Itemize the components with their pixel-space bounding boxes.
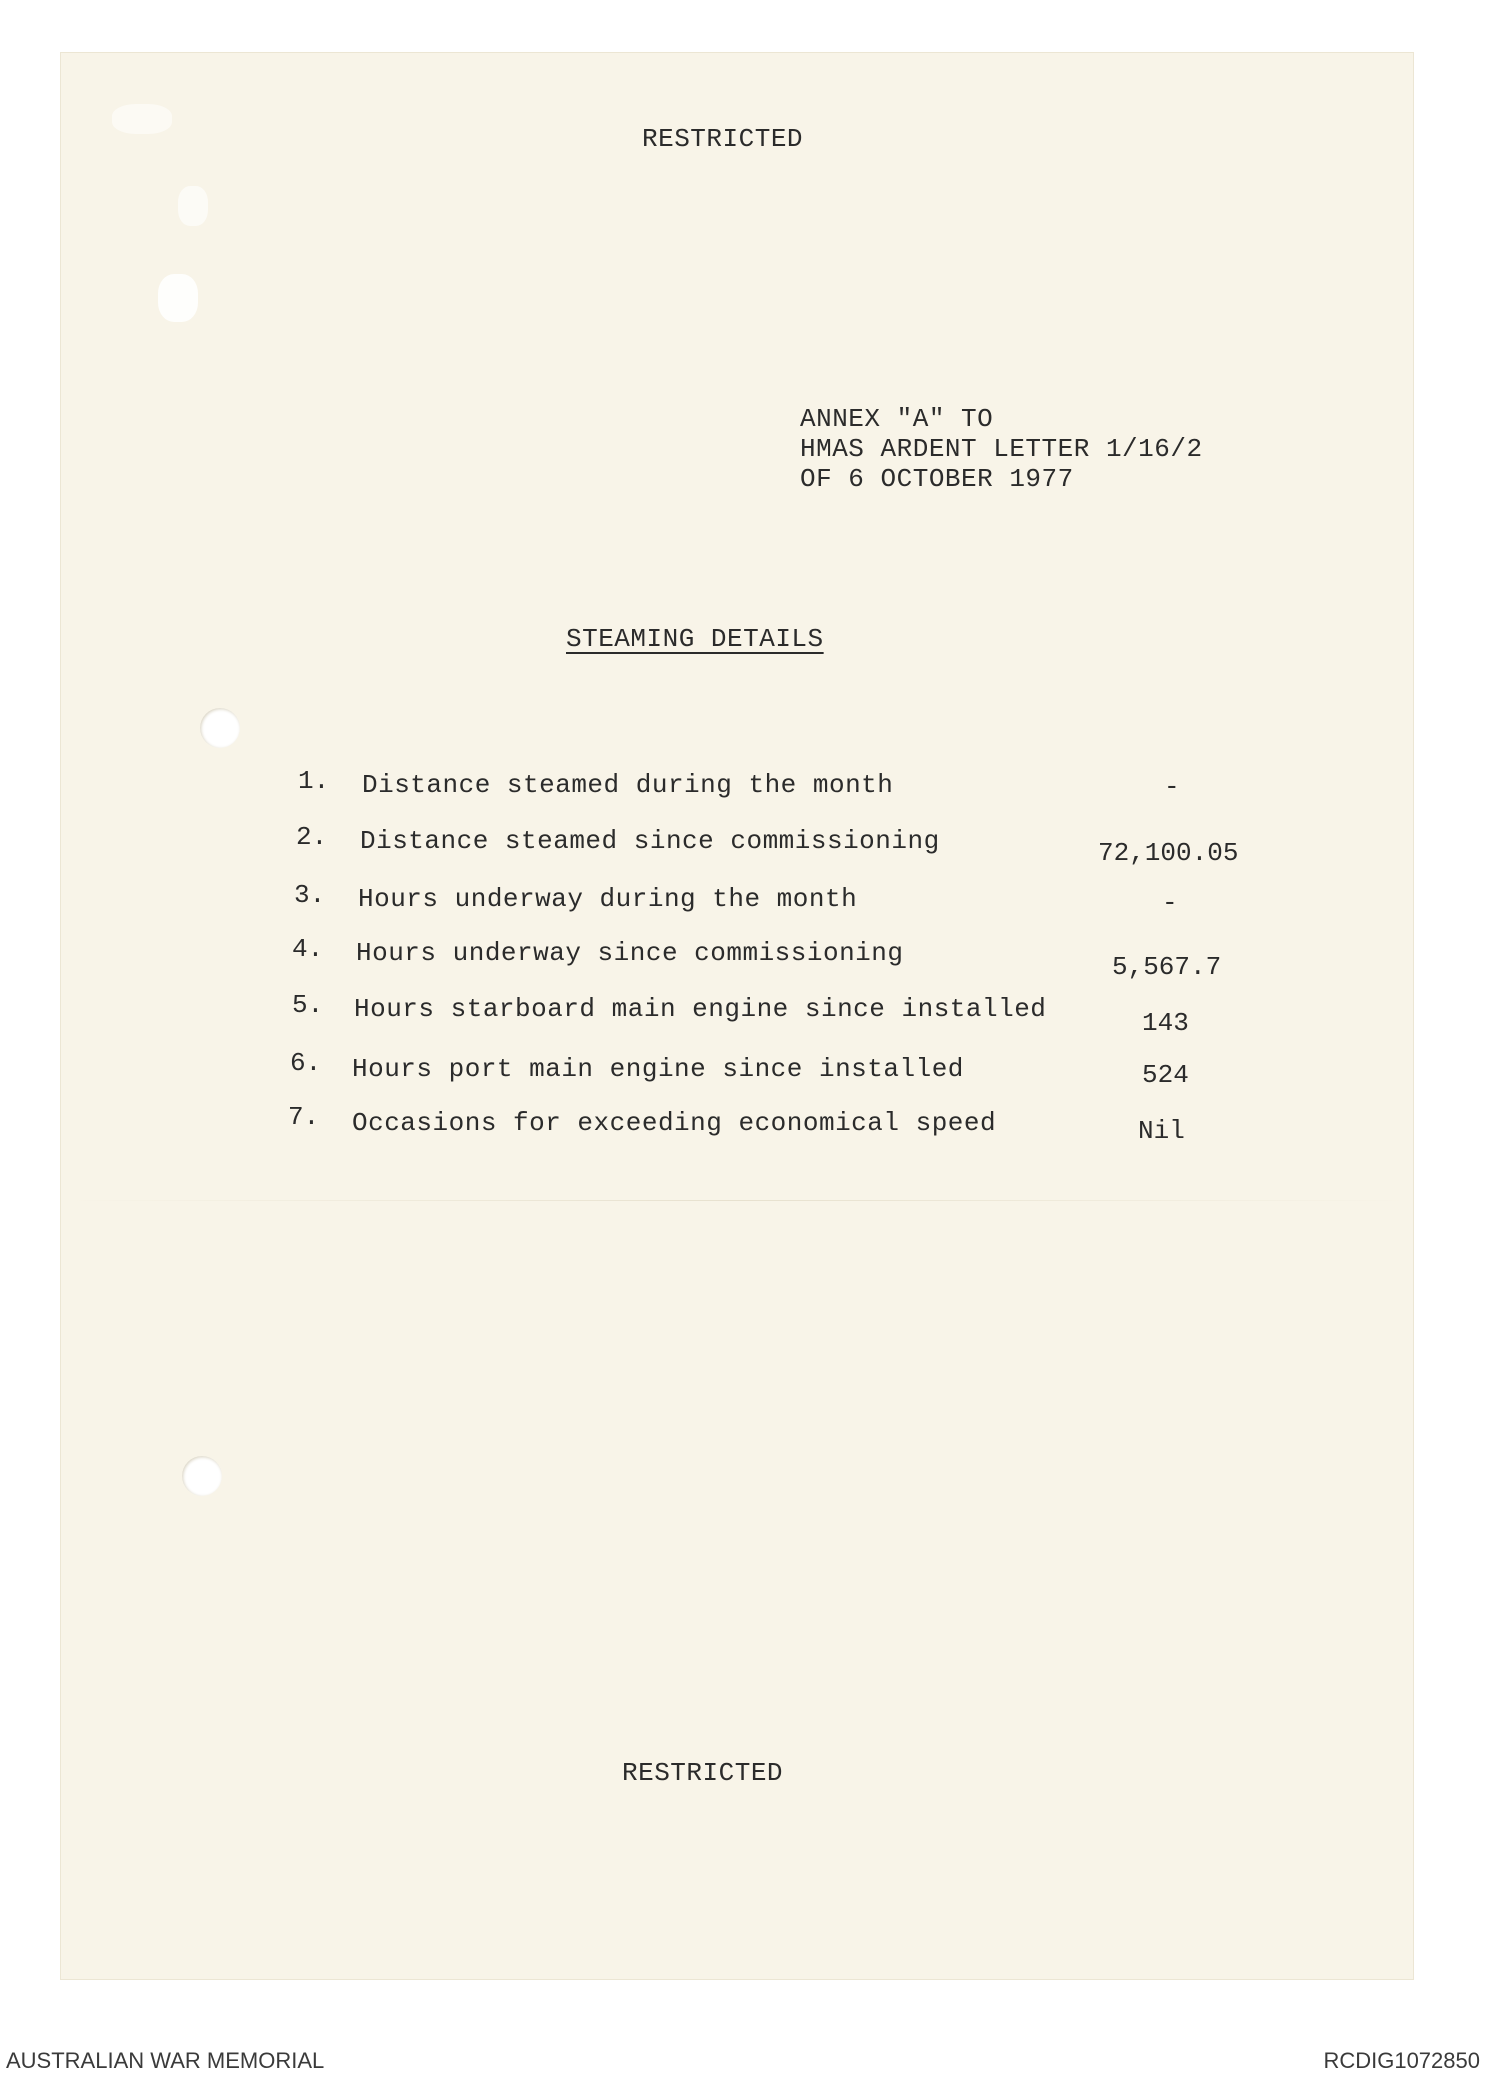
item-label: Hours underway during the month — [358, 884, 858, 914]
list-item — [0, 822, 1488, 868]
item-label: Distance steamed since commissioning — [360, 826, 940, 856]
item-number: 5. — [292, 990, 324, 1020]
item-value: - — [1164, 772, 1180, 802]
item-number: 1. — [298, 766, 330, 796]
item-value: 5,567.7 — [1112, 952, 1222, 982]
item-value: Nil — [1138, 1116, 1185, 1146]
list-item — [0, 1102, 1488, 1146]
list-item — [0, 1048, 1488, 1088]
list-item — [0, 880, 1488, 920]
item-label: Hours underway since commissioning — [356, 938, 904, 968]
list-item — [0, 934, 1488, 982]
item-number: 7. — [288, 1102, 320, 1132]
item-value: 524 — [1142, 1060, 1189, 1090]
annex-line: ANNEX "A" TO — [800, 404, 994, 434]
annex-line: OF 6 OCTOBER 1977 — [800, 464, 1074, 494]
item-label: Distance steamed during the month — [362, 770, 894, 800]
item-label: Occasions for exceeding economical speed — [352, 1108, 997, 1138]
item-number: 4. — [292, 934, 324, 964]
item-value: 143 — [1142, 1008, 1189, 1038]
archive-reference-id: RCDIG1072850 — [1323, 2048, 1480, 2073]
section-title: STEAMING DETAILS — [566, 624, 824, 654]
item-label: Hours port main engine since installed — [352, 1054, 964, 1084]
header-marking: RESTRICTED — [642, 124, 804, 154]
list-item — [0, 766, 1488, 806]
item-number: 6. — [290, 1048, 322, 1078]
item-value: 72,100.05 — [1098, 838, 1239, 868]
item-label: Hours starboard main engine since installed — [354, 994, 1047, 1024]
item-number: 3. — [294, 880, 326, 910]
list-item — [0, 990, 1488, 1038]
item-number: 2. — [296, 822, 328, 852]
footer-marking: RESTRICTED — [622, 1758, 784, 1788]
annex-line: HMAS ARDENT LETTER 1/16/2 — [800, 434, 1203, 464]
item-value: - — [1162, 888, 1178, 918]
archive-credit: AUSTRALIAN WAR MEMORIAL — [6, 2048, 325, 2073]
